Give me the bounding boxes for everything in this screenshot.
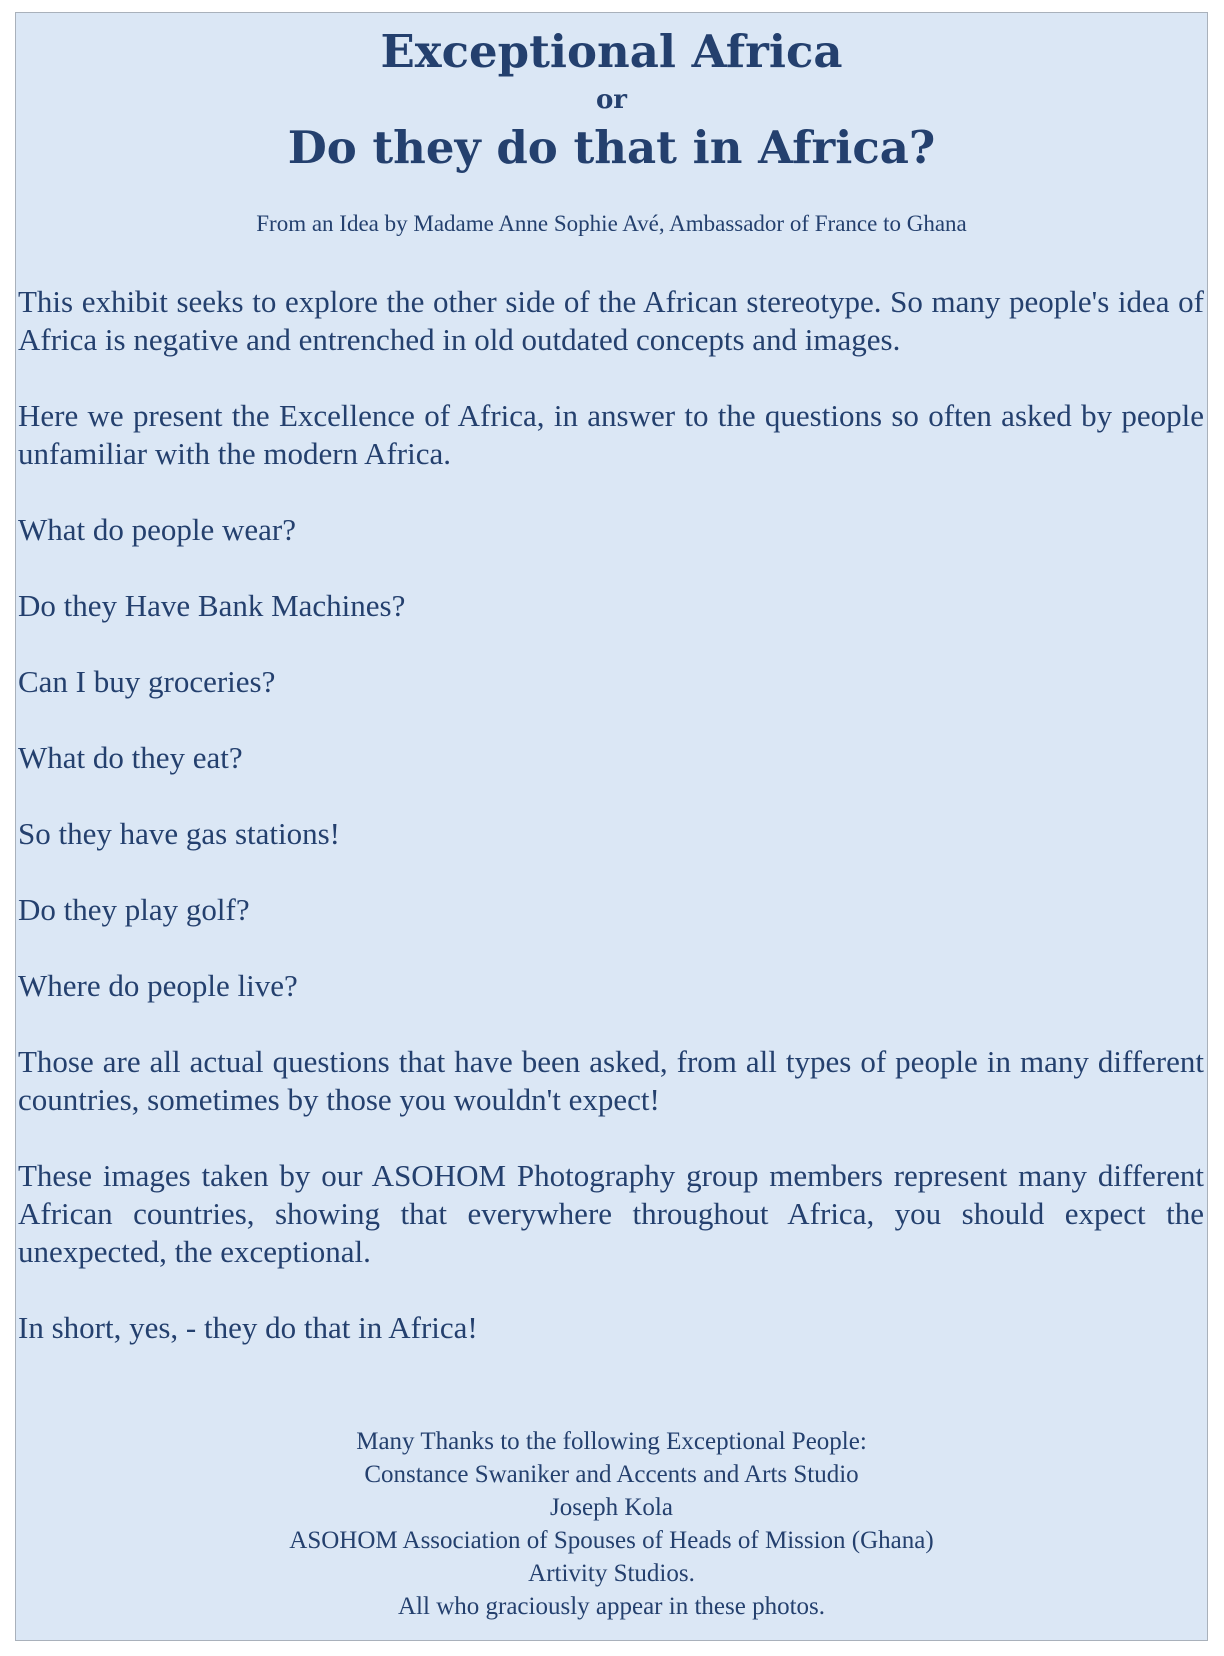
thanks-line: Constance Swaniker and Accents and Arts Studio (364, 1461, 859, 1488)
actual-questions-paragraph: Those are all actual questions that have been asked, from all types of people in many different countries, sometimes by those you wouldn't expect! (18, 1044, 1204, 1117)
question-eat: What do they eat? (18, 740, 243, 775)
intro-paragraph: This exhibit seeks to explore the other side of the African stereotype. So many people's idea of Africa is negative and entrenched in old outdated concepts and images. (18, 284, 1204, 357)
thanks-heading: Many Thanks to the following Exceptional People: (356, 1428, 867, 1455)
page-title: Exceptional Africa (380, 25, 843, 78)
idea-credit: From an Idea by Madame Anne Sophie Avé, Ambassador of France to Ghana (256, 211, 967, 236)
question-bank-machines: Do they Have Bank Machines? (18, 588, 406, 623)
question-wear: What do people wear? (18, 512, 297, 547)
excellence-paragraph: Here we present the Excellence of Africa, in answer to the questions so often asked by people unfamiliar with the modern Africa. (18, 398, 1204, 471)
thanks-line: All who graciously appear in these photos. (398, 1593, 825, 1620)
question-gas-stations: So they have gas stations! (18, 816, 341, 851)
thanks-line: ASOHOM Association of Spouses of Heads of Mission (Ghana) (289, 1527, 934, 1554)
closing-line: In short, yes, - they do that in Africa! (18, 1310, 478, 1345)
photography-paragraph: These images taken by our ASOHOM Photography group members represent many different African countries, showing that everywhere throughout Africa, you should expect the unexpected, the exceptional. (18, 1158, 1204, 1269)
title-conjunction: or (595, 85, 628, 115)
page-subtitle: Do they do that in Africa? (287, 121, 936, 174)
thanks-line: Joseph Kola (550, 1494, 673, 1521)
acknowledgements (16, 1425, 1207, 1623)
body-text (18, 283, 1204, 1385)
question-groceries: Can I buy groceries? (18, 664, 276, 699)
document-page (15, 12, 1208, 1641)
thanks-line: Artivity Studios. (528, 1560, 695, 1587)
question-golf: Do they play golf? (18, 892, 250, 927)
question-live: Where do people live? (18, 968, 298, 1003)
